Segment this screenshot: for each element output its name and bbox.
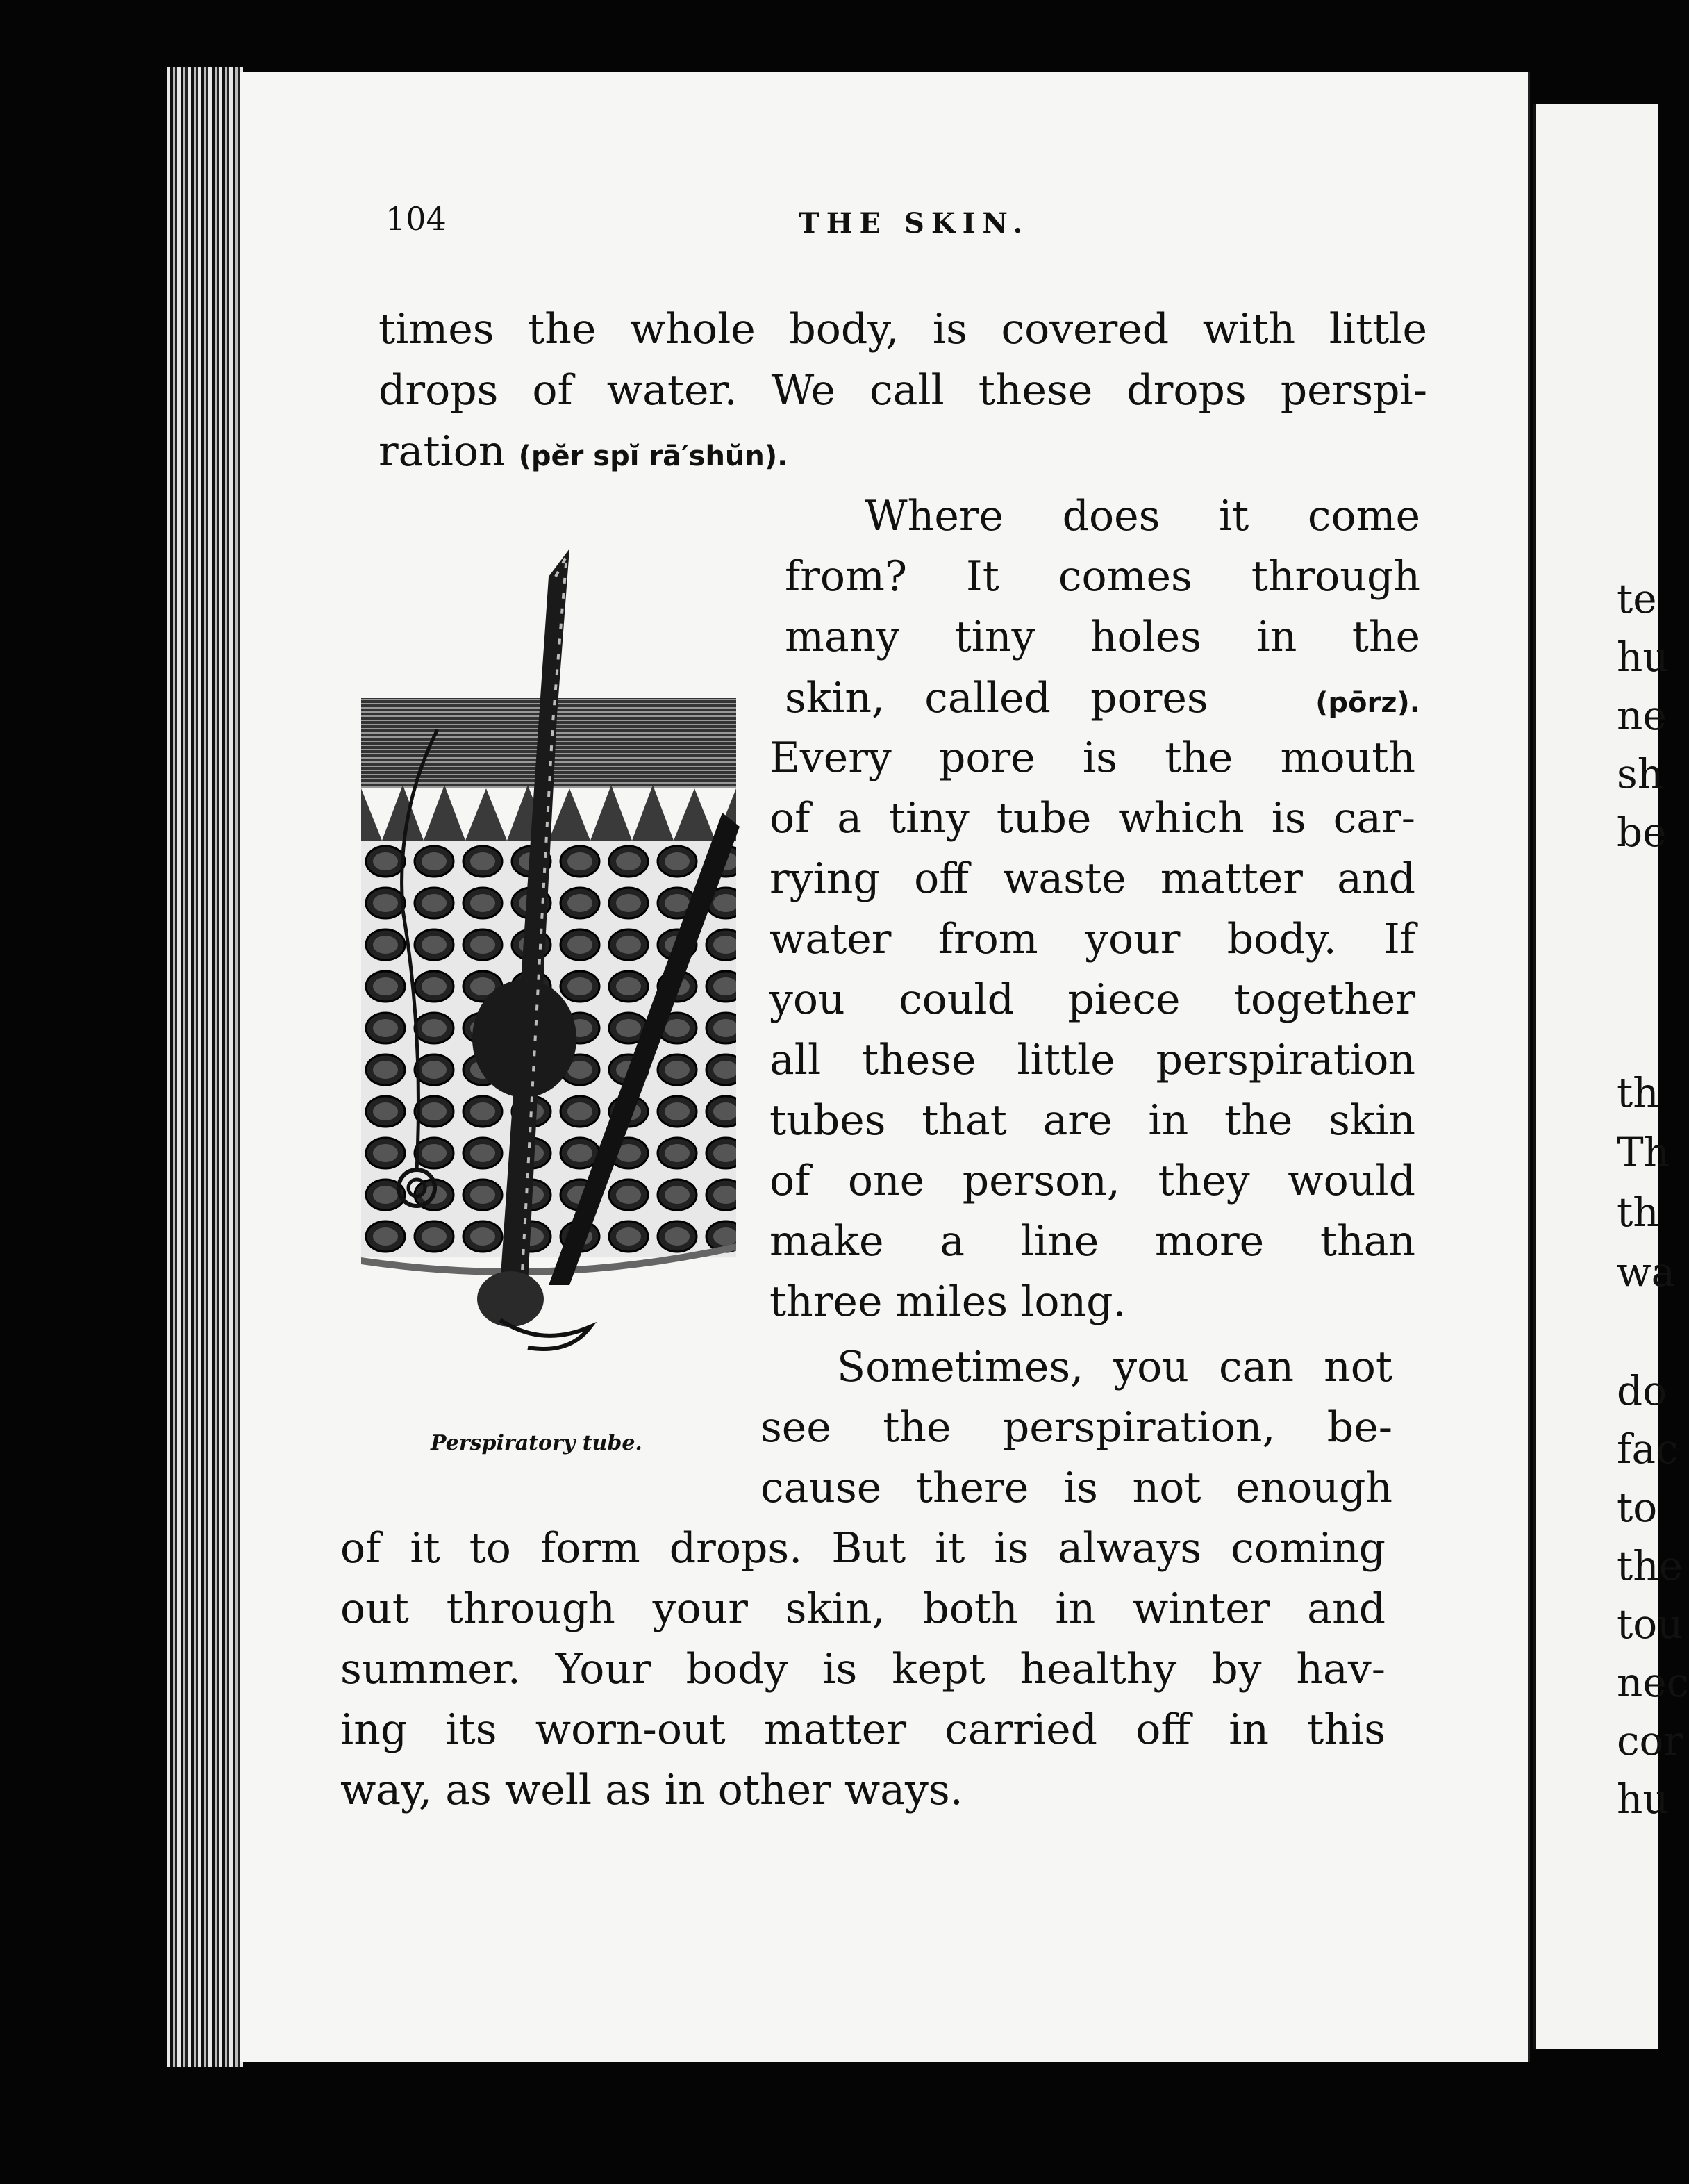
pronunciation: (pĕr spĭ rā′shŭn). [518, 440, 788, 472]
fragment: te [1617, 575, 1657, 622]
text-line: three miles long. [769, 1277, 1126, 1326]
fragment: th [1617, 1189, 1659, 1236]
text-line: of a tiny tube which is car- [769, 794, 1415, 843]
paragraph-1 [378, 299, 1427, 421]
fragment: hu [1617, 634, 1669, 681]
paragraph-1-last-line [378, 421, 788, 487]
text-line: of one person, they would [769, 1157, 1415, 1205]
perspiratory-tube-illustration [361, 549, 740, 1410]
text-line: way, as well as in other ways. [340, 1766, 963, 1814]
word-ration: ration [378, 427, 506, 476]
text-line: out through your skin, both in winter and [340, 1585, 1386, 1633]
fragment: fac [1617, 1425, 1679, 1473]
text-line: water from your body. If [769, 915, 1415, 963]
book-spine-edges [167, 67, 243, 2067]
fragment: th [1617, 1069, 1659, 1116]
text-line: cause there is not enough [760, 1464, 1392, 1512]
text-line: rying off waste matter and [769, 854, 1415, 903]
right-page-text-1 [1617, 570, 1669, 861]
text-line: ing its worn-out matter carried off in this [340, 1705, 1386, 1754]
text-line: Every pore is the mouth [769, 734, 1415, 782]
pores-pronunciation: (pōrz). [1315, 687, 1420, 719]
fragment: ne [1617, 692, 1667, 739]
fragment: do [1617, 1367, 1667, 1414]
right-page-text-3 [1617, 1362, 1689, 1828]
text-line: from? It comes through [785, 552, 1420, 601]
fragment: cor [1617, 1717, 1683, 1764]
fragment: Th [1617, 1129, 1670, 1176]
fragment: sh [1617, 750, 1664, 797]
text-line: summer. Your body is kept healthy by hav- [340, 1645, 1386, 1694]
paragraph-2-body [769, 728, 1415, 1332]
paragraph-3-narrow [760, 1337, 1392, 1519]
figure-caption: Perspiratory tube. [431, 1431, 642, 1455]
page-number: 104 [385, 200, 447, 238]
text-line: make a line more than [769, 1217, 1415, 1266]
text-line: Sometimes, you can not [837, 1343, 1392, 1391]
text-line: see the perspiration, be- [760, 1403, 1392, 1452]
fragment: hu [1617, 1776, 1669, 1823]
text-line: drops of water. We call these drops perspi- [378, 366, 1427, 415]
text-line: all these little perspiration [769, 1036, 1415, 1084]
paragraph-2-pores-line [785, 668, 1420, 734]
paragraph-3-wide [340, 1519, 1386, 1821]
paragraph-2-top [785, 486, 1420, 668]
text-line: many tiny holes in the [785, 613, 1420, 661]
text-line: of it to form drops. But it is always coming [340, 1524, 1386, 1573]
right-page-text-2 [1617, 1063, 1675, 1302]
fragment: wa [1617, 1248, 1676, 1296]
skin-cross-section-drawing [361, 549, 740, 1410]
text-line: times the whole body, is covered with little [378, 305, 1427, 354]
running-title: THE SKIN. [799, 207, 1030, 240]
fragment: the [1617, 1542, 1683, 1589]
fragment: be [1617, 809, 1667, 856]
text-line: you could piece together [769, 975, 1415, 1024]
text-line: tubes that are in the skin [769, 1096, 1415, 1145]
fragment: nec [1617, 1659, 1689, 1706]
text-line: skin, called pores [785, 674, 1208, 722]
text-line: Where does it come [865, 492, 1420, 540]
fragment: to [1617, 1484, 1658, 1531]
fragment: tou [1617, 1600, 1683, 1648]
